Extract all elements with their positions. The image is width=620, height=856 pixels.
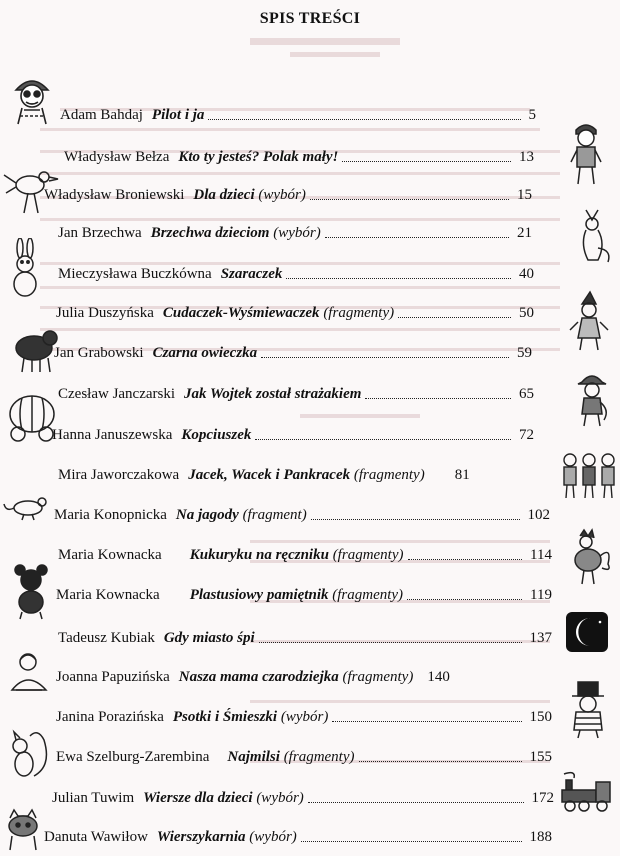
- entry-note: (wybór): [254, 187, 306, 203]
- entry-title: Jak Wojtek został strażakiem: [184, 386, 362, 402]
- entry-page-number: 102: [527, 507, 550, 523]
- toc-entry: [44, 180, 532, 204]
- toc-entry: [56, 298, 534, 322]
- toc-entry: [56, 580, 552, 604]
- entry-title: Szaraczek: [220, 266, 283, 282]
- entry-work: [181, 426, 251, 444]
- dot-leader: [408, 559, 523, 560]
- entry-page-number: 81: [454, 467, 470, 483]
- toc-entry: [58, 218, 532, 242]
- rooster-illustration: [566, 528, 612, 586]
- dot-leader: [286, 278, 511, 279]
- toc-entry: [56, 662, 554, 686]
- dot-leader: [407, 599, 522, 600]
- entry-page-number: 5: [528, 107, 536, 123]
- entry-work: [221, 265, 283, 283]
- entry-author: Mira Jaworczakowa: [58, 467, 180, 483]
- top-hat-man-illustration: [564, 680, 612, 740]
- entry-page-number: 137: [529, 630, 552, 646]
- entry-author: Hanna Januszewska: [52, 427, 173, 443]
- entry-author: Jan Grabowski: [54, 345, 144, 361]
- entry-work: [227, 748, 354, 766]
- dot-leader: [325, 237, 509, 238]
- entry-author: Joanna Papuzińska: [56, 669, 170, 685]
- sheep-illustration: [10, 322, 62, 374]
- entry-title: Na jagody: [175, 507, 239, 523]
- toc-entry: [58, 623, 552, 647]
- entry-work: [173, 708, 328, 726]
- toc-entry: [52, 420, 534, 444]
- entry-title: Kopciuszek: [181, 427, 252, 443]
- entry-work: [143, 789, 304, 807]
- entry-note: (wybór): [245, 829, 297, 845]
- entry-work: [157, 828, 297, 846]
- entry-page-number: 119: [530, 587, 552, 603]
- entry-title: Jacek, Wacek i Pankracek: [188, 467, 351, 483]
- entry-title: Nasza mama czarodziejka: [178, 669, 339, 685]
- entry-work: [188, 466, 424, 484]
- toc-entry: [52, 783, 554, 807]
- entry-title: Psotki i Śmieszki: [172, 709, 278, 725]
- bird-illustration: [2, 165, 60, 215]
- entry-note: (wybór): [252, 790, 304, 806]
- entry-work: [153, 344, 258, 362]
- entry-author: Julia Duszyńska: [56, 305, 154, 321]
- entry-work: [176, 506, 307, 524]
- entry-work: [193, 186, 306, 204]
- three-boys-illustration: [560, 448, 618, 500]
- entry-note: (wybór): [269, 225, 321, 241]
- toc-entry: [58, 460, 534, 484]
- page-title: SPIS TREŚCI: [259, 10, 361, 27]
- dot-leader: [259, 642, 522, 643]
- clown-illustration: [566, 290, 610, 352]
- entry-author: Maria Konopnicka: [54, 507, 167, 523]
- entry-page-number: 155: [529, 749, 552, 765]
- entry-author: Julian Tuwim: [52, 790, 135, 806]
- toc-entry: [58, 259, 534, 283]
- entry-page-number: 150: [529, 709, 552, 725]
- toc-entry: [56, 702, 552, 726]
- entry-title: Kto ty jesteś? Polak mały!: [178, 149, 339, 165]
- entry-work: [163, 304, 394, 322]
- entry-page-number: 140: [427, 669, 450, 685]
- entry-author: Tadeusz Kubiak: [58, 630, 155, 646]
- entry-title: Kukuryku na ręczniku: [189, 547, 329, 563]
- entry-title: Plastusiowy pamiętnik: [189, 587, 329, 603]
- toc-entry: [54, 338, 532, 362]
- firefighter-illustration: [572, 370, 612, 428]
- entry-page-number: 15: [517, 187, 532, 203]
- entry-work: [151, 224, 321, 242]
- dot-leader: [359, 761, 522, 762]
- dot-leader: [308, 802, 524, 803]
- entry-work: [164, 629, 255, 647]
- mouse-illustration: [2, 492, 54, 522]
- toc-entry: [58, 540, 552, 564]
- dot-leader: [342, 161, 511, 162]
- entry-author: Adam Bahdaj: [60, 107, 143, 123]
- locomotive-illustration: [556, 770, 616, 814]
- entry-author: Maria Kownacka: [56, 587, 160, 603]
- entry-author: Jan Brzechwa: [58, 225, 142, 241]
- dot-leader: [311, 519, 520, 520]
- pilot-boy-illustration: [6, 68, 58, 126]
- toc-entry: [64, 142, 534, 166]
- entry-page-number: 40: [519, 266, 534, 282]
- dot-leader: [255, 439, 511, 440]
- entry-author: Danuta Wawiłow: [44, 829, 148, 845]
- entry-title: Wierszykarnia: [156, 829, 246, 845]
- teddy-illustration: [10, 562, 54, 620]
- entry-note: (fragmenty): [338, 669, 414, 685]
- toc-entry: [58, 379, 534, 403]
- entry-work: [190, 586, 403, 604]
- entry-work: [184, 385, 361, 403]
- dot-leader: [365, 398, 511, 399]
- hare-illustration: [6, 238, 46, 300]
- entry-title: Pilot i ja: [151, 107, 205, 123]
- entry-page-number: 13: [519, 149, 534, 165]
- entry-note: (fragmenty): [350, 467, 425, 483]
- entry-author: Maria Kownacka: [58, 547, 162, 563]
- standing-boy-illustration: [566, 118, 606, 188]
- entry-page-number: 172: [531, 790, 554, 806]
- entry-work: [152, 106, 205, 124]
- entry-author: Janina Porazińska: [56, 709, 164, 725]
- entry-note: (fragmenty): [328, 547, 404, 563]
- toc-entry: [60, 100, 536, 124]
- dot-leader: [310, 199, 509, 200]
- entry-author: Władysław Bełza: [64, 149, 170, 165]
- entry-work: [179, 668, 414, 686]
- entry-page-number: 50: [519, 305, 534, 321]
- entry-title: Brzechwa dzieciom: [150, 225, 270, 241]
- cat-illustration: [2, 808, 48, 852]
- entry-page-number: 21: [517, 225, 532, 241]
- entry-author: Czesław Janczarski: [58, 386, 176, 402]
- entry-note: (fragment): [238, 507, 307, 523]
- entry-note: (fragmenty): [279, 749, 355, 765]
- entry-page-number: 65: [519, 386, 534, 402]
- entry-page-number: 114: [530, 547, 552, 563]
- dot-leader: [208, 119, 520, 120]
- dot-leader: [301, 841, 522, 842]
- entry-page-number: 59: [517, 345, 532, 361]
- toc-entry: [54, 500, 550, 524]
- entry-work: [190, 546, 404, 564]
- dot-leader: [332, 721, 521, 722]
- toc-entry: [44, 822, 552, 846]
- entry-title: Cudaczek-Wyśmiewaczek: [162, 305, 320, 321]
- entry-note: (fragmenty): [328, 587, 404, 603]
- entry-title: Najmilsi: [227, 749, 280, 765]
- squirrel-illustration: [4, 726, 54, 782]
- entry-title: Dla dzieci: [193, 187, 255, 203]
- entry-title: Gdy miasto śpi: [163, 630, 255, 646]
- entry-page-number: 188: [529, 829, 552, 845]
- entry-page-number: 72: [519, 427, 534, 443]
- girl-illustration: [4, 650, 54, 696]
- moon-illustration: [566, 612, 608, 652]
- pumpkin-carriage-illustration: [4, 392, 60, 444]
- entry-author: Władysław Broniewski: [44, 187, 185, 203]
- entry-author: Mieczysława Buczkówna: [58, 266, 212, 282]
- toc-entry: [56, 742, 552, 766]
- dot-leader: [398, 317, 511, 318]
- entry-note: (wybór): [277, 709, 329, 725]
- entry-title: Czarna owieczka: [152, 345, 258, 361]
- fox-illustration: [572, 204, 614, 266]
- dot-leader: [261, 357, 509, 358]
- entry-work: [178, 148, 338, 166]
- entry-title: Wiersze dla dzieci: [143, 790, 253, 806]
- entry-note: (fragmenty): [319, 305, 395, 321]
- entry-author: Ewa Szelburg-Zarembina: [56, 749, 210, 765]
